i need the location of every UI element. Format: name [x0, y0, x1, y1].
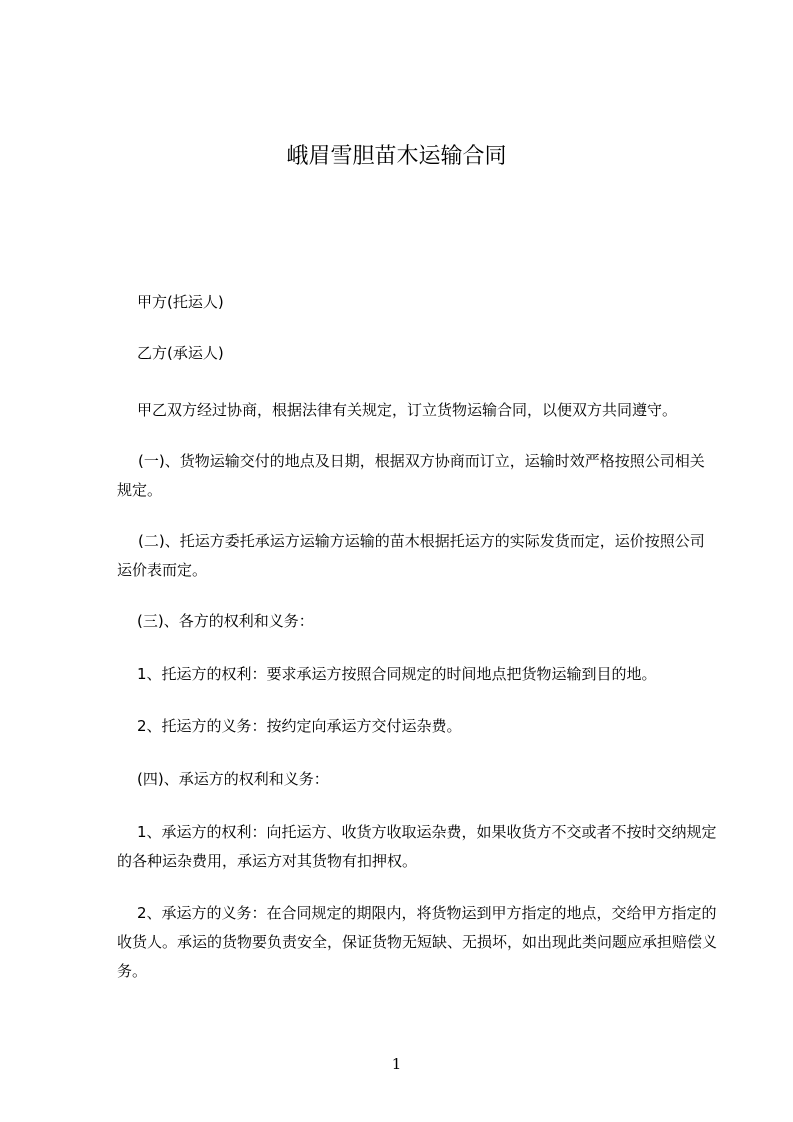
- clause-1: (一)、货物运输交付的地点及日期，根据双方协商而订立，运输时效严格按照公司相关规定。: [117, 452, 705, 499]
- party-b-line: 乙方(承运人): [137, 344, 224, 362]
- agreement-intro: 甲乙双方经过协商，根据法律有关规定，订立货物运输合同，以便双方共同遵守。: [137, 401, 678, 419]
- carrier-obligations: 2、承运方的义务：在合同规定的期限内，将货物运到甲方指定的地点，交给甲方指定的收货人。承运的货物要负责安全，保证货物无短缺、无损坏，如出现此类问题应承担赔偿义务。: [117, 904, 718, 980]
- party-a-line: 甲方(托运人): [137, 293, 224, 311]
- carrier-rights: 1、承运方的权利：向托运方、收货方收取运杂费，如果收货方不交或者不按时交纳规定的各种运杂费用，承运方对其货物有扣押权。: [117, 823, 717, 870]
- clause-2: (二)、托运方委托承运方运输方运输的苗木根据托运方的实际发货而定，运价按照公司运价表而定。: [117, 532, 705, 579]
- clause-4-heading: (四)、承运方的权利和义务：: [137, 770, 329, 788]
- shipper-rights: 1、托运方的权利：要求承运方按照合同规定的时间地点把货物运输到目的地。: [137, 665, 657, 683]
- page-number: 1: [391, 1055, 402, 1073]
- document-title: 峨眉雪胆苗木运输合同: [286, 144, 507, 169]
- shipper-obligations: 2、托运方的义务：按约定向承运方交付运杂费。: [137, 717, 462, 735]
- clause-3-heading: (三)、各方的权利和义务：: [137, 612, 314, 630]
